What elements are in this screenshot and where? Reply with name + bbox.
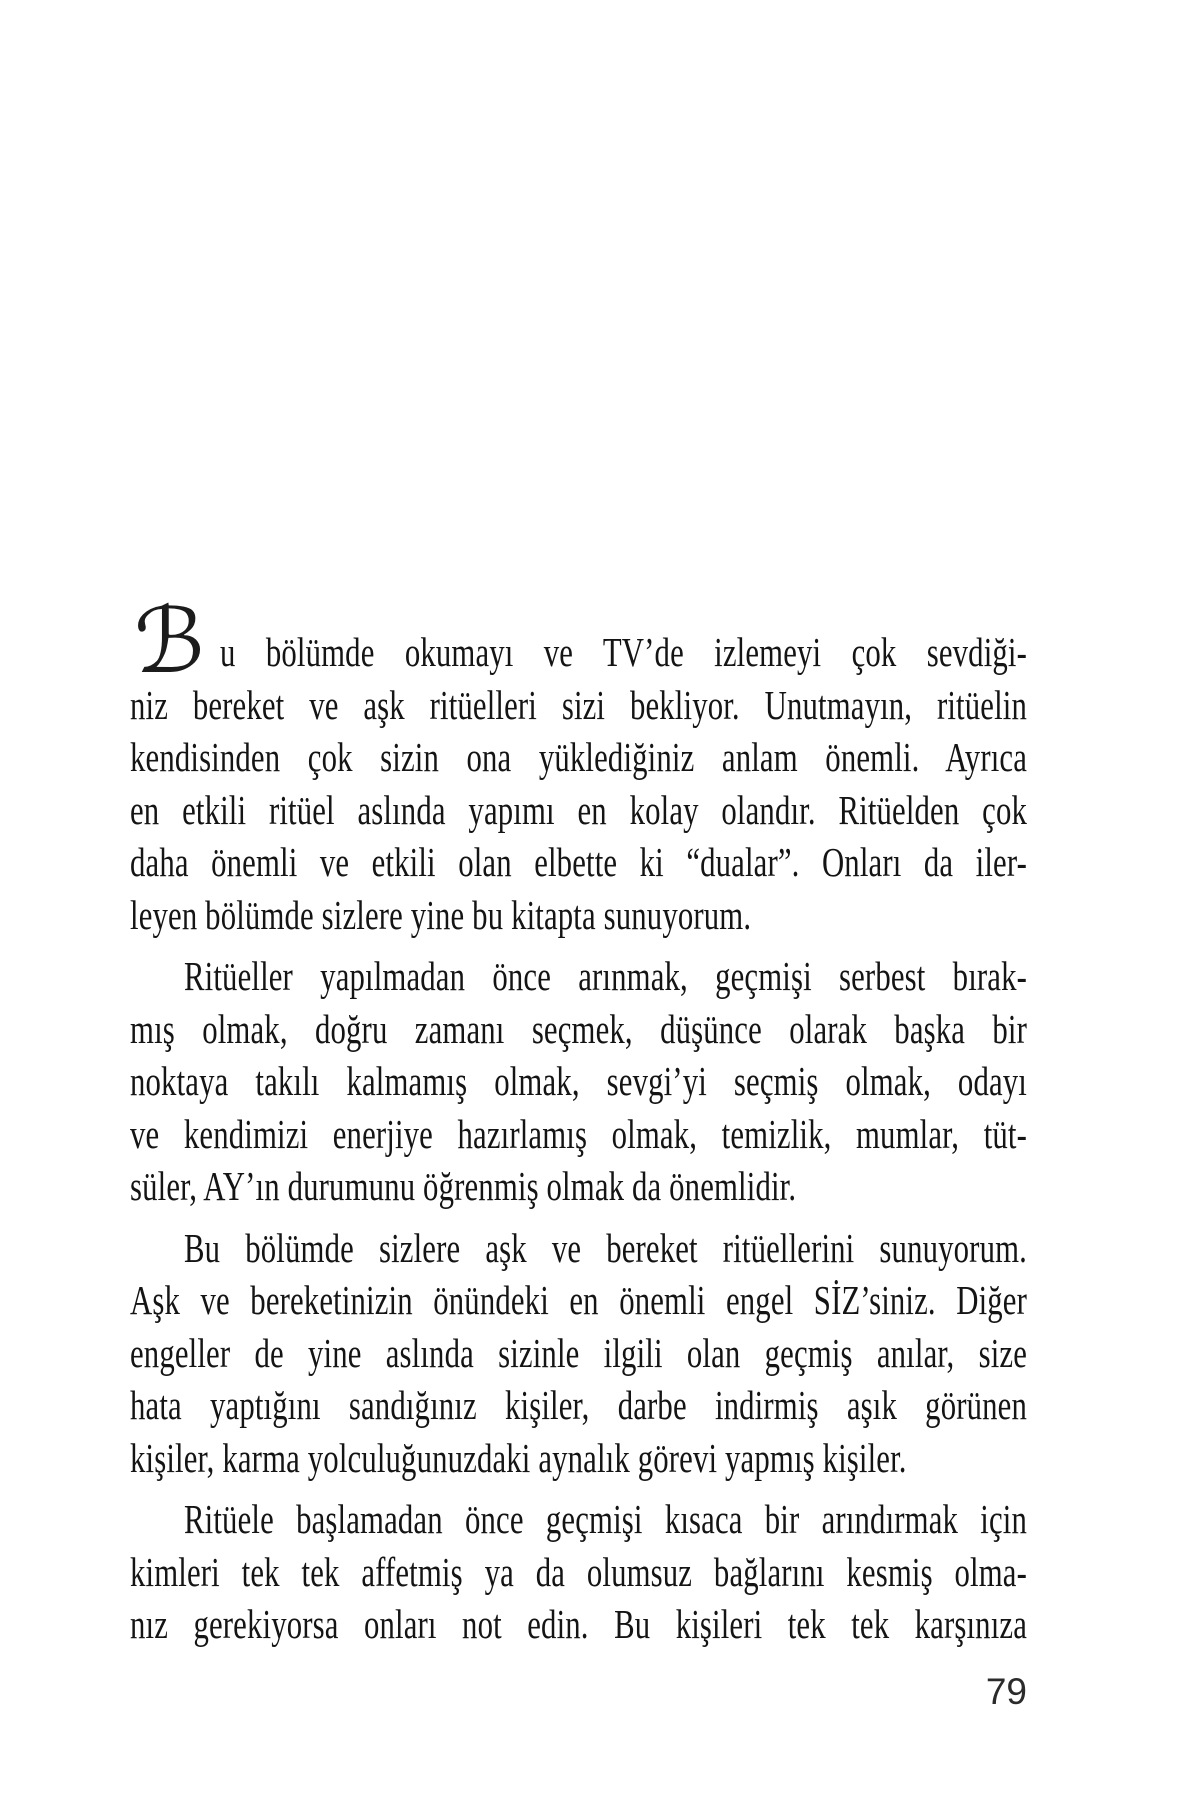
text-line: kişiler, karma yolculuğunuzdaki aynalık görevi yapmış kişiler.	[130, 1434, 907, 1481]
paragraph	[130, 950, 1027, 1213]
text-line: daha önemli ve etkili olan elbette ki “dualar”. Onları da iler-	[130, 839, 1027, 885]
text-line: mış olmak, doğru zamanı seçmek, düşünce olarak başka bir	[130, 1005, 1027, 1052]
text-line: Ritüeller yapılmadan önce arınmak, geçmişi serbest bırak-	[184, 953, 1027, 999]
text-line: Aşk ve bereketinizin önündeki en önemli engel SİZ’siniz. Diğer	[130, 1277, 1027, 1323]
text-line: noktaya takılı kalmamış olmak, sevgi’yi seçmiş olmak, odayı	[130, 1058, 1027, 1104]
text-line: engeller de yine aslında sizinle ilgili olan geçmiş anılar, size	[130, 1329, 1027, 1376]
text-line: en etkili ritüel aslında yapımı en kolay olandır. Ritüelden çok	[130, 786, 1027, 833]
paragraph	[130, 1222, 1027, 1485]
text-line: kimleri tek tek affetmiş ya da olumsuz bağlarını kesmiş olma-	[130, 1548, 1027, 1595]
text-line: kendisinden çok sizin ona yüklediğiniz anlam önemli. Ayrıca	[130, 734, 1027, 780]
paragraph	[130, 626, 1027, 941]
text-line: süler, AY’ın durumunu öğrenmiş olmak da önemlidir.	[130, 1163, 797, 1209]
text-line: ve kendimizi enerjiye hazırlamış olmak, temizlik, mumlar, tüt-	[130, 1110, 1027, 1157]
paragraph	[130, 1493, 1027, 1651]
text-block	[130, 626, 1027, 1651]
text-line: niz bereket ve aşk ritüelleri sizi bekliyor. Unutmayın, ritüelin	[130, 681, 1027, 728]
text-line: u bölümde okumayı ve TV’de izlemeyi çok sevdiği-	[220, 629, 1027, 675]
page-number: 79	[985, 1671, 1027, 1712]
text-line: Bu bölümde sizlere aşk ve bereket ritüellerini sunuyorum.	[184, 1224, 1027, 1271]
text-line: hata yaptığını sandığınız kişiler, darbe indirmiş aşık görünen	[130, 1382, 1027, 1428]
text-line: Ritüele başlamadan önce geçmişi kısaca bir arındırmak için	[184, 1496, 1027, 1542]
drop-cap: ℬ	[134, 589, 205, 694]
text-line: leyen bölümde sizlere yine bu kitapta sunuyorum.	[130, 891, 752, 938]
text-line: nız gerekiyorsa onları not edin. Bu kişileri tek tek karşınıza	[130, 1601, 1027, 1647]
